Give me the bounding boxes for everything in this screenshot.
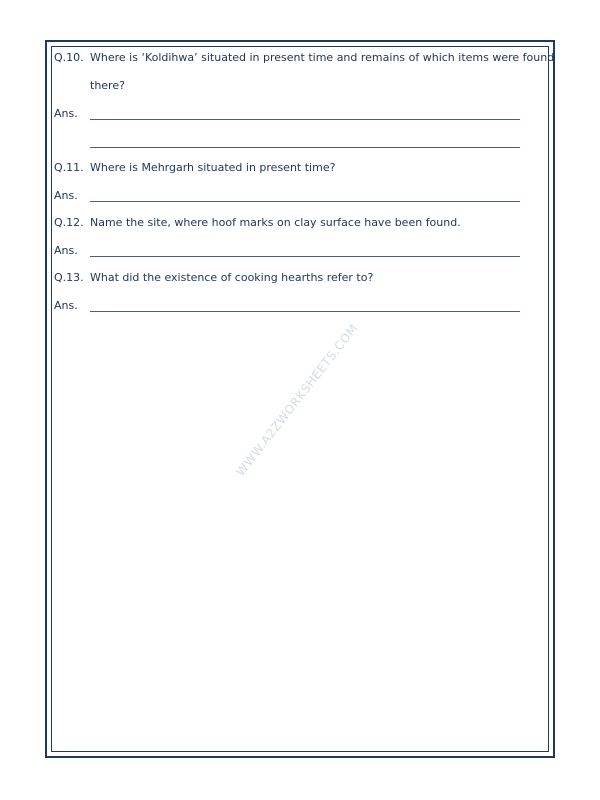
question-text: What did the existence of cooking hearths refer to? [90, 271, 374, 284]
answer-label: Ans. [54, 107, 78, 120]
answer-label: Ans. [54, 244, 78, 257]
answer-label: Ans. [54, 189, 78, 202]
question-number: Q.12. [54, 216, 84, 229]
question-text: Where is ‘Koldihwa’ situated in present time and remains of which items were found [90, 51, 555, 64]
answer-label: Ans. [54, 299, 78, 312]
question-number: Q.11. [54, 161, 84, 174]
question-text: Where is Mehrgarh situated in present time? [90, 161, 336, 174]
answer-line-12[interactable] [90, 256, 520, 257]
answer-line-13[interactable] [90, 311, 520, 312]
question-text: Name the site, where hoof marks on clay surface have been found. [90, 216, 461, 229]
watermark: WWW.A2ZWORKSHEETS.COM [233, 321, 361, 479]
answer-line-10-2[interactable] [90, 147, 520, 148]
answer-line-11[interactable] [90, 201, 520, 202]
answer-line-10-1[interactable] [90, 119, 520, 120]
question-number: Q.13. [54, 271, 84, 284]
question-number: Q.10. [54, 51, 84, 64]
question-text-continued: there? [90, 79, 125, 92]
